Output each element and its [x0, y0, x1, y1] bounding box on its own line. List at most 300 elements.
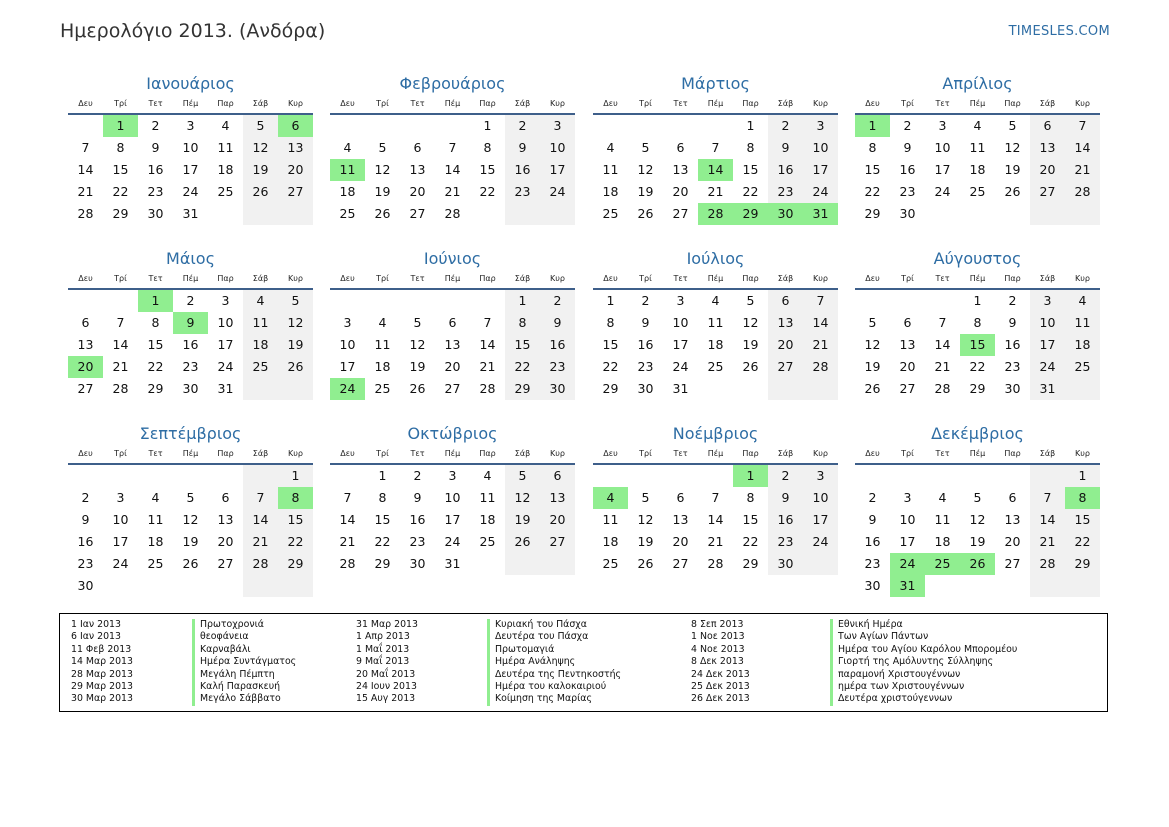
- weekday-label: Τρί: [901, 99, 914, 108]
- empty-day-cell: [1065, 575, 1100, 597]
- empty-day-cell: [540, 553, 575, 575]
- weekday-label: Παρ: [742, 274, 759, 283]
- day-cell: 23: [1004, 359, 1021, 374]
- week-row: [593, 290, 838, 312]
- month-calendar: [855, 248, 1100, 400]
- day-cell: 17: [217, 337, 234, 352]
- day-cell: 17: [899, 534, 916, 549]
- day-cell: 4: [711, 293, 720, 308]
- day-cell: 22: [742, 184, 759, 199]
- day-cell: 10: [540, 137, 575, 159]
- holiday-day-cell: 24: [330, 378, 365, 400]
- holiday-day-cell: 28: [698, 203, 733, 225]
- month-calendar: [68, 73, 313, 225]
- day-cell: 22: [505, 356, 540, 378]
- month-name: Αύγουστος: [933, 249, 1022, 268]
- weekday-label: Κυρ: [813, 274, 828, 283]
- day-cell: 8: [746, 140, 755, 155]
- day-cell: 7: [711, 490, 720, 505]
- holiday-date: 6 Ιαν 2013: [71, 631, 121, 643]
- day-cell: 7: [1065, 115, 1100, 137]
- day-cell: 27: [672, 206, 689, 221]
- empty-day-cell: [365, 115, 400, 137]
- day-cell: 6: [1008, 490, 1017, 505]
- day-cell: 2: [868, 490, 877, 505]
- day-cell: 14: [1030, 509, 1065, 531]
- day-cell: 3: [803, 115, 838, 137]
- empty-day-cell: [995, 465, 1030, 487]
- day-cell: 8: [746, 490, 755, 505]
- week-row: [330, 159, 575, 181]
- holiday-legend: [59, 613, 1108, 712]
- day-cell: 14: [77, 162, 94, 177]
- day-cell: 8: [483, 140, 492, 155]
- week-row: [855, 487, 1100, 509]
- day-cell: 22: [112, 184, 129, 199]
- day-cell: 23: [637, 359, 654, 374]
- day-cell: 8: [505, 312, 540, 334]
- empty-day-cell: [435, 290, 470, 312]
- day-cell: 19: [374, 184, 391, 199]
- day-cell: 20: [540, 509, 575, 531]
- day-cell: 12: [864, 337, 881, 352]
- day-cell: 22: [479, 184, 496, 199]
- day-cell: 16: [409, 512, 426, 527]
- weekday-label: Πέμ: [444, 99, 461, 108]
- day-cell: 5: [278, 290, 313, 312]
- holiday-day-cell: 8: [278, 487, 313, 509]
- day-cell: 17: [339, 359, 356, 374]
- weekday-label: Δευ: [603, 274, 618, 283]
- day-cell: 25: [1065, 356, 1100, 378]
- holiday-name: Ημέρα του καλοκαιριού: [487, 681, 621, 693]
- day-cell: 11: [969, 140, 986, 155]
- weekday-label: Τετ: [148, 449, 163, 458]
- holiday-name: Εθνική Ημέρα: [830, 619, 1017, 631]
- day-cell: 27: [672, 556, 689, 571]
- holiday-name: Ημέρα Συντάγματος: [192, 656, 296, 668]
- empty-day-cell: [173, 465, 208, 487]
- week-row: [330, 509, 575, 531]
- weekday-label: Τρί: [376, 274, 389, 283]
- week-row: [593, 378, 838, 400]
- day-cell: 9: [151, 140, 160, 155]
- week-row: [330, 487, 575, 509]
- day-cell: 29: [147, 381, 164, 396]
- day-cell: 14: [1065, 137, 1100, 159]
- empty-day-cell: [803, 553, 838, 575]
- day-cell: 3: [938, 118, 947, 133]
- weekday-label: Δευ: [78, 274, 93, 283]
- day-cell: 6: [81, 315, 90, 330]
- day-cell: 8: [116, 140, 125, 155]
- day-cell: 20: [899, 359, 916, 374]
- weekday-label: Σάβ: [1039, 274, 1056, 283]
- holiday-name: Καλή Παρασκευή: [192, 681, 296, 693]
- day-cell: 18: [707, 337, 724, 352]
- day-cell: 15: [112, 162, 129, 177]
- week-row: [68, 137, 313, 159]
- day-cell: 27: [768, 356, 803, 378]
- empty-day-cell: [1030, 203, 1065, 225]
- day-cell: 22: [147, 359, 164, 374]
- weekday-label: Παρ: [1004, 274, 1021, 283]
- day-cell: 23: [147, 184, 164, 199]
- empty-day-cell: [470, 553, 505, 575]
- week-row: [68, 487, 313, 509]
- day-cell: 7: [1030, 487, 1065, 509]
- day-cell: 29: [374, 556, 391, 571]
- weekday-label: Σάβ: [252, 99, 269, 108]
- empty-day-cell: [1030, 465, 1065, 487]
- empty-day-cell: [243, 378, 278, 400]
- day-cell: 5: [746, 293, 755, 308]
- day-cell: 11: [243, 312, 278, 334]
- day-cell: 29: [742, 556, 759, 571]
- day-cell: 13: [768, 312, 803, 334]
- empty-day-cell: [243, 203, 278, 225]
- day-cell: 7: [938, 315, 947, 330]
- day-cell: 5: [186, 490, 195, 505]
- day-cell: 13: [278, 137, 313, 159]
- weekday-label: Τετ: [410, 274, 425, 283]
- day-cell: 13: [1030, 137, 1065, 159]
- day-cell: 30: [147, 206, 164, 221]
- week-row: [68, 159, 313, 181]
- week-row: [68, 334, 313, 356]
- weekday-label: Παρ: [479, 449, 496, 458]
- day-cell: 3: [448, 468, 457, 483]
- day-cell: 12: [742, 315, 759, 330]
- month-name: Δεκέμβριος: [931, 424, 1024, 443]
- month-calendar: [855, 423, 1100, 597]
- week-row: [593, 312, 838, 334]
- week-row: [330, 203, 575, 225]
- week-row: [593, 334, 838, 356]
- day-cell: 26: [637, 556, 654, 571]
- day-cell: 9: [505, 137, 540, 159]
- day-cell: 2: [768, 115, 803, 137]
- day-cell: 28: [707, 556, 724, 571]
- day-cell: 14: [934, 337, 951, 352]
- day-cell: 19: [969, 534, 986, 549]
- weekday-label: Κυρ: [813, 99, 828, 108]
- day-cell: 13: [409, 162, 426, 177]
- day-cell: 12: [637, 162, 654, 177]
- holiday-name: Γιορτή της Αμόλυντης Σύλληψης: [830, 656, 1017, 668]
- day-cell: 2: [505, 115, 540, 137]
- day-cell: 16: [147, 162, 164, 177]
- day-cell: 4: [378, 315, 387, 330]
- week-row: [330, 334, 575, 356]
- week-row: [855, 553, 1100, 575]
- day-cell: 16: [77, 534, 94, 549]
- day-cell: 25: [243, 356, 278, 378]
- holiday-name: Πρωτομαγιά: [487, 644, 621, 656]
- weekday-label: Τετ: [673, 274, 688, 283]
- day-cell: 20: [672, 184, 689, 199]
- month-calendar: [593, 73, 838, 225]
- day-cell: 11: [602, 512, 619, 527]
- day-cell: 22: [742, 534, 759, 549]
- day-cell: 19: [505, 509, 540, 531]
- holiday-date: 4 Νοε 2013: [691, 643, 745, 655]
- weekday-label: Παρ: [479, 99, 496, 108]
- day-cell: 21: [112, 359, 129, 374]
- day-cell: 25: [602, 556, 619, 571]
- day-cell: 30: [1004, 381, 1021, 396]
- day-cell: 11: [217, 140, 234, 155]
- day-cell: 5: [413, 315, 422, 330]
- empty-day-cell: [925, 575, 960, 597]
- week-row: [855, 290, 1100, 312]
- weekday-label: Τρί: [114, 449, 127, 458]
- weekday-header: [330, 445, 575, 465]
- weekday-label: Πέμ: [182, 99, 199, 108]
- week-row: [330, 181, 575, 203]
- day-cell: 6: [676, 490, 685, 505]
- day-cell: 16: [768, 509, 803, 531]
- day-cell: 30: [768, 553, 803, 575]
- day-cell: 11: [1065, 312, 1100, 334]
- day-cell: 18: [339, 184, 356, 199]
- holiday-day-cell: 31: [803, 203, 838, 225]
- week-row: [593, 203, 838, 225]
- day-cell: 1: [973, 293, 982, 308]
- day-cell: 18: [934, 534, 951, 549]
- day-cell: 26: [505, 531, 540, 553]
- holiday-date: 8 Σεπ 2013: [691, 619, 744, 630]
- empty-day-cell: [960, 575, 995, 597]
- day-cell: 22: [864, 184, 881, 199]
- day-cell: 14: [803, 312, 838, 334]
- month-calendar: [330, 73, 575, 225]
- day-cell: 21: [934, 359, 951, 374]
- empty-day-cell: [593, 465, 628, 487]
- day-cell: 3: [1030, 290, 1065, 312]
- month-calendar: [330, 248, 575, 400]
- week-row: [68, 312, 313, 334]
- weekday-label: Πέμ: [969, 274, 986, 283]
- day-cell: 23: [77, 556, 94, 571]
- day-cell: 10: [339, 337, 356, 352]
- day-cell: 10: [217, 315, 234, 330]
- week-row: [68, 203, 313, 225]
- day-cell: 13: [444, 337, 461, 352]
- day-cell: 13: [899, 337, 916, 352]
- day-cell: 24: [540, 181, 575, 203]
- day-cell: 20: [672, 534, 689, 549]
- day-cell: 13: [1004, 512, 1021, 527]
- holiday-name: Δευτέρα χριστούγεννων: [830, 693, 1017, 705]
- weekday-label: Σάβ: [1039, 99, 1056, 108]
- holiday-day-cell: 30: [768, 203, 803, 225]
- day-cell: 19: [278, 334, 313, 356]
- day-cell: 19: [637, 534, 654, 549]
- empty-day-cell: [208, 465, 243, 487]
- day-cell: 27: [1004, 556, 1021, 571]
- day-cell: 16: [864, 534, 881, 549]
- month-name: Μάρτιος: [681, 74, 750, 93]
- day-cell: 14: [479, 337, 496, 352]
- weekday-label: Δευ: [340, 449, 355, 458]
- day-cell: 27: [899, 381, 916, 396]
- day-cell: 29: [278, 553, 313, 575]
- day-cell: 31: [182, 206, 199, 221]
- day-cell: 19: [742, 337, 759, 352]
- week-row: [330, 356, 575, 378]
- empty-day-cell: [925, 290, 960, 312]
- holiday-day-cell: 20: [68, 356, 103, 378]
- day-cell: 28: [934, 381, 951, 396]
- day-cell: 15: [505, 334, 540, 356]
- month-name: Οκτώβριος: [407, 424, 498, 443]
- day-cell: 4: [973, 118, 982, 133]
- weekday-label: Πέμ: [969, 449, 986, 458]
- weekday-label: Κυρ: [288, 274, 303, 283]
- week-row: [855, 356, 1100, 378]
- day-cell: 31: [217, 381, 234, 396]
- day-cell: 7: [243, 487, 278, 509]
- weekday-label: Σάβ: [514, 99, 531, 108]
- holiday-name: Πρωτοχρονιά: [192, 619, 296, 631]
- weekday-label: Κυρ: [1075, 99, 1090, 108]
- holiday-date: 14 Μαρ 2013: [71, 656, 133, 668]
- holiday-day-cell: 24: [890, 553, 925, 575]
- day-cell: 21: [1065, 159, 1100, 181]
- day-cell: 23: [864, 556, 881, 571]
- holiday-day-cell: 8: [1065, 487, 1100, 509]
- week-row: [593, 181, 838, 203]
- holiday-name: παραμονή Χριστουγέννων: [830, 669, 1017, 681]
- day-cell: 15: [374, 512, 391, 527]
- day-cell: 14: [707, 512, 724, 527]
- day-cell: 27: [217, 556, 234, 571]
- weekday-label: Τετ: [410, 449, 425, 458]
- brand-link[interactable]: TIMESLES.COM: [1008, 24, 1110, 39]
- day-cell: 1: [278, 465, 313, 487]
- weekday-label: Τρί: [901, 449, 914, 458]
- weekday-label: Δευ: [865, 449, 880, 458]
- day-cell: 12: [637, 512, 654, 527]
- day-cell: 25: [339, 206, 356, 221]
- day-cell: 1: [606, 293, 615, 308]
- day-cell: 2: [768, 465, 803, 487]
- weekday-label: Κυρ: [288, 99, 303, 108]
- day-cell: 1: [1065, 465, 1100, 487]
- week-row: [855, 137, 1100, 159]
- day-cell: 10: [803, 487, 838, 509]
- weekday-label: Πέμ: [707, 99, 724, 108]
- day-cell: 16: [637, 337, 654, 352]
- day-cell: 5: [641, 140, 650, 155]
- day-cell: 23: [899, 184, 916, 199]
- holiday-name: ημέρα των Χριστουγέννων: [830, 681, 1017, 693]
- day-cell: 8: [973, 315, 982, 330]
- holiday-date: 28 Μαρ 2013: [71, 668, 133, 680]
- week-row: [330, 531, 575, 553]
- weekday-label: Τετ: [148, 274, 163, 283]
- week-row: [855, 378, 1100, 400]
- weekday-label: Τρί: [114, 99, 127, 108]
- day-cell: 13: [672, 512, 689, 527]
- week-row: [855, 465, 1100, 487]
- week-row: [855, 181, 1100, 203]
- day-cell: 4: [343, 140, 352, 155]
- month-name: Μάιος: [166, 249, 215, 268]
- holiday-day-cell: 25: [925, 553, 960, 575]
- holiday-date: 26 Δεκ 2013: [691, 693, 750, 705]
- day-cell: 3: [540, 115, 575, 137]
- day-cell: 8: [378, 490, 387, 505]
- day-cell: 2: [1008, 293, 1017, 308]
- day-cell: 1: [378, 468, 387, 483]
- day-cell: 29: [864, 206, 881, 221]
- month-calendar: [68, 248, 313, 400]
- day-cell: 29: [1065, 553, 1100, 575]
- day-cell: 7: [803, 290, 838, 312]
- day-cell: 2: [186, 293, 195, 308]
- day-cell: 12: [969, 512, 986, 527]
- month-calendar: [593, 248, 838, 400]
- weekday-label: Πέμ: [444, 274, 461, 283]
- day-cell: 22: [969, 359, 986, 374]
- day-cell: 5: [505, 465, 540, 487]
- empty-day-cell: [505, 553, 540, 575]
- day-cell: 21: [444, 184, 461, 199]
- empty-day-cell: [470, 203, 505, 225]
- empty-day-cell: [1030, 575, 1065, 597]
- empty-day-cell: [103, 465, 138, 487]
- holiday-day-cell: 1: [103, 115, 138, 137]
- empty-day-cell: [365, 290, 400, 312]
- weekday-label: Παρ: [217, 99, 234, 108]
- day-cell: 15: [147, 337, 164, 352]
- day-cell: 28: [243, 553, 278, 575]
- day-cell: 12: [505, 487, 540, 509]
- week-row: [68, 378, 313, 400]
- empty-day-cell: [400, 290, 435, 312]
- day-cell: 9: [413, 490, 422, 505]
- empty-day-cell: [243, 465, 278, 487]
- holiday-date: 11 Φεβ 2013: [71, 643, 132, 655]
- weekday-label: Τετ: [935, 274, 950, 283]
- holiday-name: Δευτέρα της Πεντηκοστής: [487, 669, 621, 681]
- week-row: [855, 115, 1100, 137]
- day-cell: 1: [505, 290, 540, 312]
- day-cell: 12: [243, 137, 278, 159]
- day-cell: 25: [147, 556, 164, 571]
- day-cell: 7: [711, 140, 720, 155]
- weekday-label: Τετ: [410, 99, 425, 108]
- day-cell: 30: [540, 378, 575, 400]
- day-cell: 17: [672, 337, 689, 352]
- holiday-name-column: [487, 619, 621, 706]
- day-cell: 1: [483, 118, 492, 133]
- day-cell: 3: [343, 315, 352, 330]
- day-cell: 9: [1008, 315, 1017, 330]
- empty-day-cell: [278, 575, 313, 597]
- day-cell: 23: [505, 181, 540, 203]
- week-row: [593, 356, 838, 378]
- holiday-name: θεοφάνεια: [192, 631, 296, 643]
- day-cell: 22: [374, 534, 391, 549]
- day-cell: 7: [483, 315, 492, 330]
- weekday-label: Τρί: [376, 99, 389, 108]
- day-cell: 7: [116, 315, 125, 330]
- day-cell: 24: [803, 181, 838, 203]
- holiday-day-cell: 6: [278, 115, 313, 137]
